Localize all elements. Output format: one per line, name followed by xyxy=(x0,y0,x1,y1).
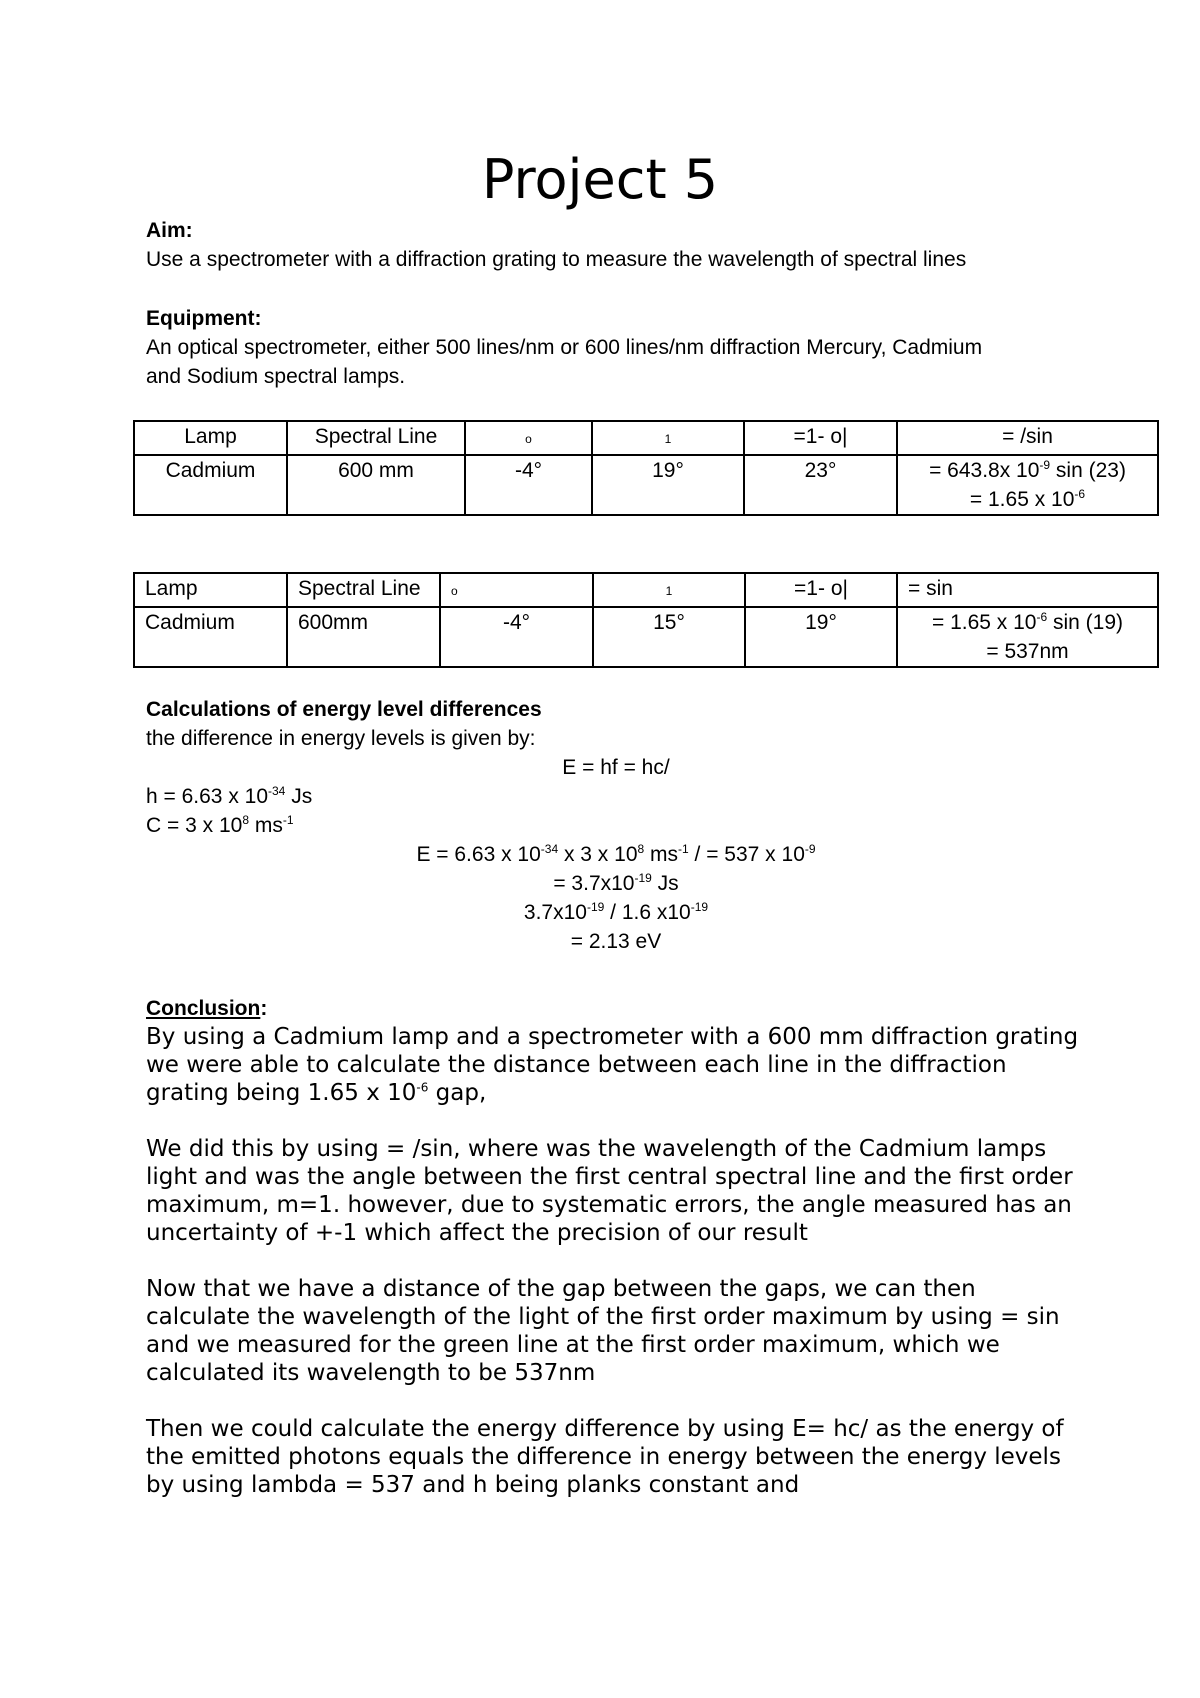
conclusion-paragraph-2: We did this by using = /sin, where was the wavelength of the Cadmium lamps light and was the angle between the first central spectral line and the first order maximum, m=1. however, due to systematic errors, the angle measured has an uncertainty of +-1 which affect the precision of our result xyxy=(146,1136,1073,1246)
table2-header-formula: = sin xyxy=(897,573,1158,607)
aim-section xyxy=(146,216,1086,274)
table1-cell-spectral-line: 600 mm xyxy=(287,455,465,515)
table2-header-lamp: Lamp xyxy=(134,573,287,607)
calculations-intro: the difference in energy levels is given by: xyxy=(146,727,536,750)
equipment-section xyxy=(146,304,1086,391)
table1-header-lamp: Lamp xyxy=(134,421,287,455)
planck-constant: h = 6.63 x $10^{-34}$ Js xyxy=(146,784,313,808)
table1-header-row xyxy=(134,421,1158,455)
table2-header-spectral-line: Spectral Line xyxy=(287,573,440,607)
table2-cell-spectral-line: 600mm xyxy=(287,607,440,667)
table1-cell-theta0: -4° xyxy=(465,455,592,515)
table1-cell-theta1: 19° xyxy=(592,455,744,515)
equipment-text-line1: An optical spectrometer, either 500 lines/nm or 600 lines/nm diffraction Mercury, Cadmium xyxy=(146,336,983,359)
results-table-2 xyxy=(133,572,1159,668)
energy-calc-result: = 2.13 eV xyxy=(570,930,662,953)
table1-header-spectral-line: Spectral Line xyxy=(287,421,465,455)
equipment-heading: Equipment: xyxy=(146,307,262,330)
table2-header-theta0: o xyxy=(440,573,593,607)
conclusion-section xyxy=(146,994,1086,1499)
conclusion-paragraph-1: By using a Cadmium lamp and a spectrometer with a 600 mm diffraction grating we were able to calculate the distance between each line in the diffraction grating being 1.65 x $10^{-6}$ gap, xyxy=(146,1024,1079,1106)
table1-cell-calculation: = 643.8x $10^{-9}$ sin (23) = 1.65 x $10^{-6}$ xyxy=(897,455,1158,515)
table2-cell-theta0: -4° xyxy=(440,607,593,667)
table1-header-theta-diff: =1- o| xyxy=(744,421,897,455)
conclusion-paragraph-4: Then we could calculate the energy difference by using E= hc/ as the energy of the emitted photons equals the difference in energy between the energy levels by using lambda = 537 and h being planks constant and xyxy=(146,1416,1064,1498)
results-table-1 xyxy=(133,420,1159,516)
table2-data-row xyxy=(134,607,1158,667)
conclusion-heading: Conclusion: xyxy=(146,997,268,1020)
table1-header-theta0: o xyxy=(465,421,592,455)
calculations-section xyxy=(146,695,1086,956)
table1-cell-lamp: Cadmium xyxy=(134,455,287,515)
table2-cell-theta-diff: 19° xyxy=(745,607,897,667)
calculations-heading: Calculations of energy level differences xyxy=(146,698,542,721)
energy-calc-line1: E = 6.63 x $10^{-34}$ x 3 x $10^8$ $ms^{-1}$ / = 537 x $10^{-9}$ xyxy=(416,842,816,866)
speed-of-light: C = 3 x $10^8$ $ms^{-1}$ xyxy=(146,813,294,837)
energy-formula: E = hf = hc/ xyxy=(562,756,670,779)
table2-header-row xyxy=(134,573,1158,607)
table2-header-theta-diff: =1- o| xyxy=(745,573,897,607)
table1-data-row xyxy=(134,455,1158,515)
aim-heading: Aim: xyxy=(146,219,193,242)
energy-calc-line2: = $3.7x10^{-19}$ Js xyxy=(553,871,679,895)
page-title: Project 5 xyxy=(481,148,719,211)
energy-calc-line3: $3.7x10^{-19} / 1.6$ $x10^{-19}$ xyxy=(523,900,709,924)
aim-text: Use a spectrometer with a diffraction grating to measure the wavelength of spectral lines xyxy=(146,248,967,271)
table2-header-theta1: 1 xyxy=(593,573,745,607)
equipment-text-line2: and Sodium spectral lamps. xyxy=(146,365,406,388)
conclusion-paragraph-3: Now that we have a distance of the gap between the gaps, we can then calculate the wavelength of the light of the first order maximum by using = sin and we measured for the green line at the first order maximum, which we calculated its wavelength to be 537nm xyxy=(146,1276,1060,1386)
table2-cell-theta1: 15° xyxy=(593,607,745,667)
table1-header-theta1: 1 xyxy=(592,421,744,455)
table2-cell-lamp: Cadmium xyxy=(134,607,287,667)
table1-header-formula: = /sin xyxy=(897,421,1158,455)
table1-cell-theta-diff: 23° xyxy=(744,455,897,515)
table2-cell-calculation: = 1.65 x $10^{-6}$ sin (19) = 537nm xyxy=(897,607,1158,667)
